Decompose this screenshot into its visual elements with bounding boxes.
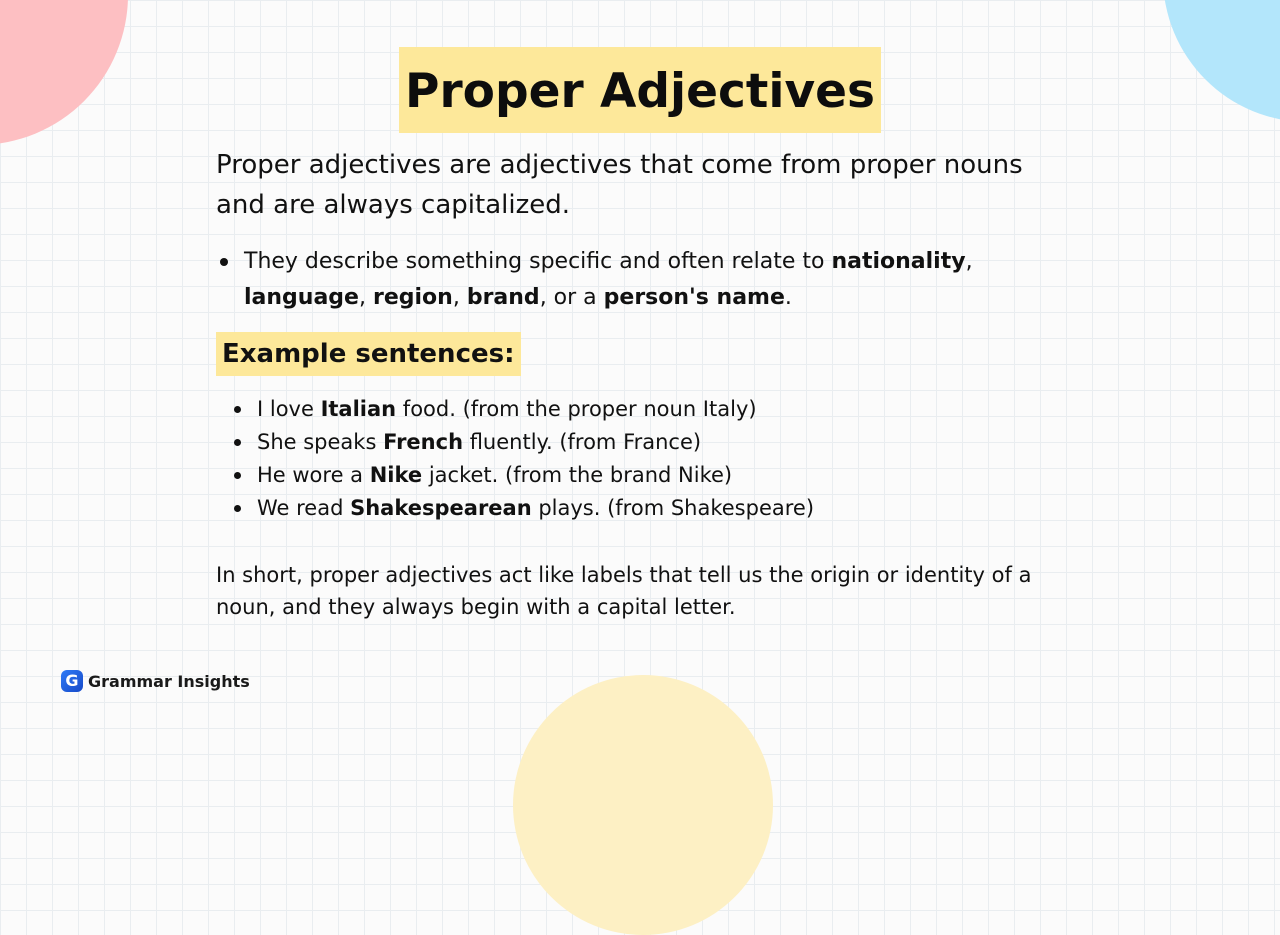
title-container [0, 47, 1280, 133]
page-title: Proper Adjectives [399, 47, 881, 133]
key-point-text: They describe something specific and often relate to [244, 249, 832, 274]
example-before: I love [257, 397, 321, 421]
examples-list [232, 393, 1032, 525]
list-item [232, 492, 1032, 525]
summary-paragraph: In short, proper adjectives act like labels that tell us the origin or identity of a noun, and they always begin with a capital letter. [216, 563, 1032, 619]
example-before: She speaks [257, 430, 384, 454]
separator: , [965, 249, 973, 274]
separator: , [358, 285, 373, 310]
term-region: region [372, 285, 453, 310]
key-point [216, 244, 1016, 316]
example-after: jacket. (from the brand Nike) [422, 463, 733, 487]
example-adjective: Nike [369, 463, 423, 487]
example-adjective: Italian [320, 397, 397, 421]
logo-icon: G [61, 670, 83, 692]
examples-heading: Example sentences: [216, 332, 521, 376]
list-item [232, 426, 1032, 459]
example-after: fluently. (from France) [463, 430, 702, 454]
term-persons-name: person's name [603, 285, 785, 310]
example-after: plays. (from Shakespeare) [531, 496, 815, 520]
separator-or: , or a [539, 285, 604, 310]
term-language: language [244, 285, 359, 310]
logo-text: Grammar Insights [88, 671, 250, 691]
example-before: We read [257, 496, 351, 520]
term-nationality: nationality [831, 249, 966, 274]
term-brand: brand [466, 285, 540, 310]
example-adjective: Shakespearean [350, 496, 532, 520]
list-item [232, 459, 1032, 492]
separator: , [452, 285, 467, 310]
example-after: food. (from the proper noun Italy) [396, 397, 757, 421]
example-before: He wore a [257, 463, 370, 487]
decorative-yellow-circle [513, 675, 773, 935]
sentence-end: . [784, 285, 792, 310]
intro-paragraph: Proper adjectives are adjectives that come from proper nouns and are always capitalized. [216, 150, 1023, 220]
list-item [232, 393, 1032, 426]
brand-logo [61, 669, 250, 693]
example-adjective: French [383, 430, 464, 454]
key-point-list [216, 244, 1016, 316]
